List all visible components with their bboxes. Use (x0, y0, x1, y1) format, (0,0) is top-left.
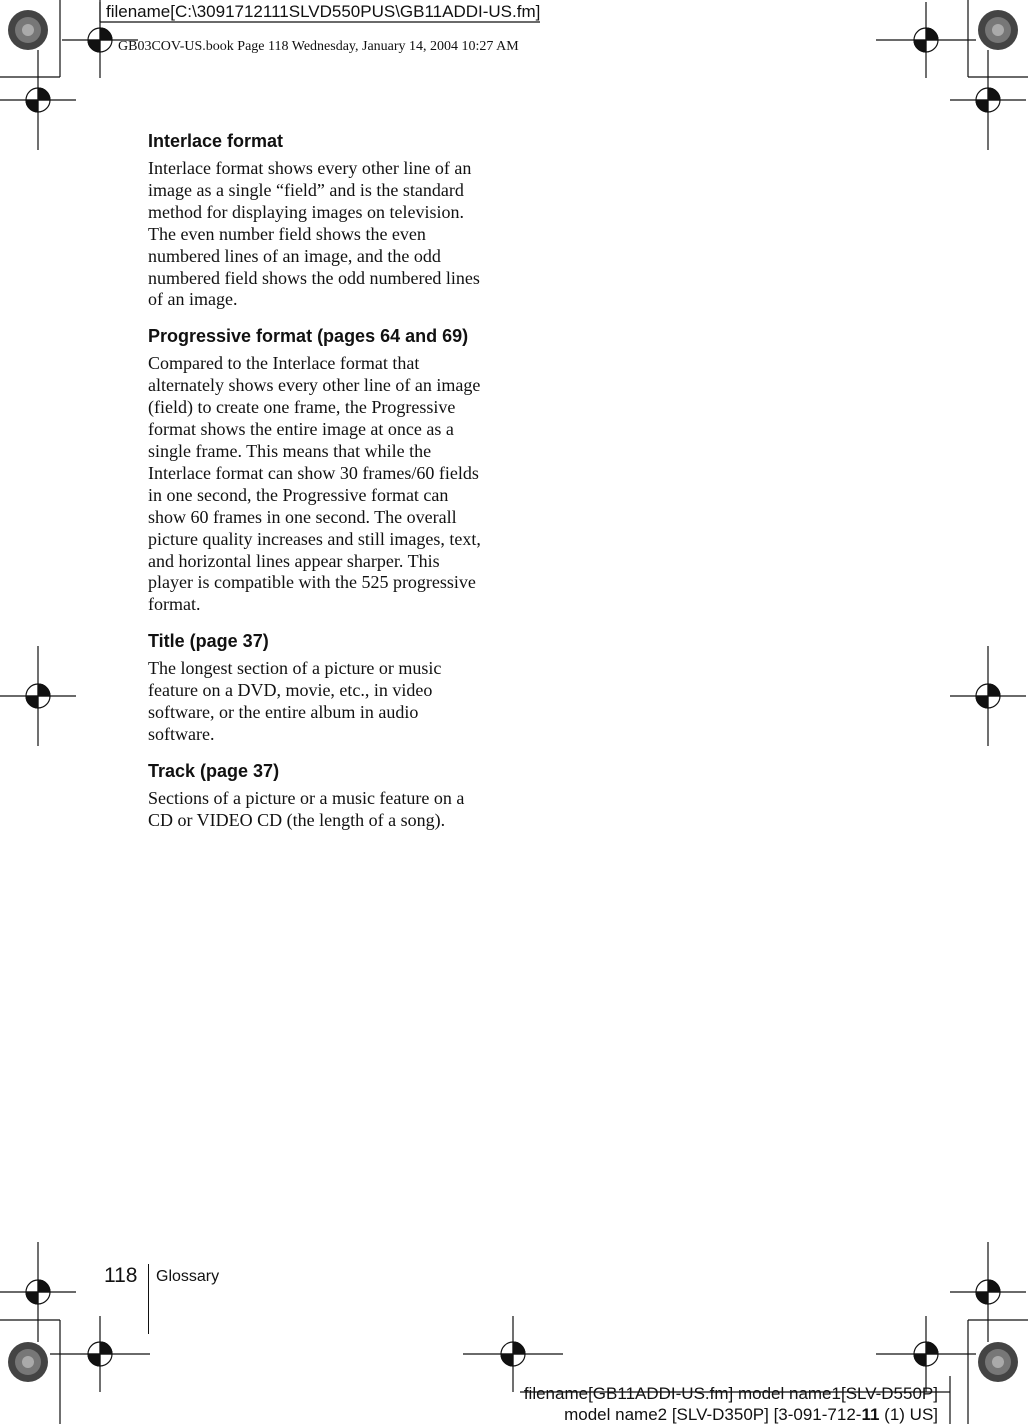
page-number: 118 (104, 1264, 138, 1287)
glossary-term: Title (page 37) (148, 631, 269, 652)
glossary-definition: Compared to the Interlace format that alternately shows every other line of an image (field) to create one frame, the Progressive format shows the entire image at once as a single frame. This means that while the Interlace format can show 30 frames/60 fields in one second, the Progressive format can show 60 frames in one second. The overall picture quality increases and still images, text, and horizontal lines appear sharper. This player is compatible with the 525 progressive format. (148, 353, 481, 615)
glossary-definition: The longest section of a picture or music feature on a DVD, movie, etc., in video software, or the entire album in audio software. (148, 658, 442, 744)
glossary-term: Track (page 37) (148, 760, 280, 781)
glossary-entry-track (148, 758, 488, 832)
bottom-info-line1: filename[GB11ADDI-US.fm] model name1[SLV-D550P] (523, 1384, 938, 1403)
glossary-term: Progressive format (pages 64 and 69) (148, 326, 469, 347)
glossary-entry-interlace (148, 128, 488, 311)
glossary-definition: Sections of a picture or a music feature on a CD or VIDEO CD (the length of a song). (148, 787, 465, 830)
section-label: Glossary (156, 1268, 220, 1285)
footer-divider (148, 1264, 149, 1334)
glossary-entry-progressive (148, 323, 488, 616)
glossary-content (148, 128, 488, 844)
bottom-info-line2 (524, 1404, 938, 1425)
bottom-info-suffix: (1) US] (879, 1405, 938, 1424)
glossary-term: Interlace format (148, 131, 284, 151)
book-stamp: GB03COV-US.book Page 118 Wednesday, January 14, 2004 10:27 AM (118, 39, 519, 54)
glossary-definition: Interlace format shows every other line of an image as a single “field” and is the standard method for displaying images on television. The even number field shows the even numbered lines of an image, and the odd numbered field shows the odd numbered lines of an image. (148, 158, 480, 310)
bottom-info-bold: 11 (861, 1405, 880, 1424)
bottom-info-prefix: model name2 [SLV-D350P] [3-091-712- (564, 1405, 862, 1424)
glossary-entry-title (148, 628, 488, 746)
header-filename: filename[C:\3091712111SLVD550PUS\GB11ADDI-US.fm] (106, 2, 541, 21)
bottom-filename-info (524, 1383, 938, 1425)
